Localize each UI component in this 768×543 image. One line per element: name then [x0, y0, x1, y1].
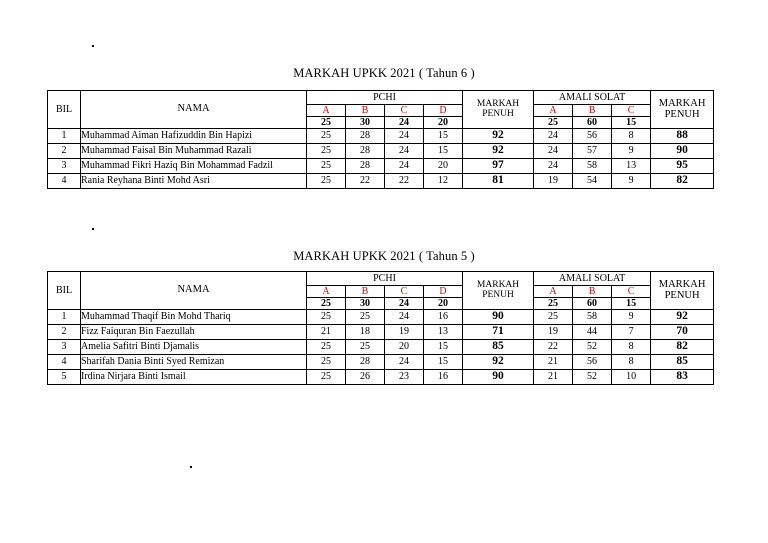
- pchi-score-cell: 24: [385, 129, 424, 144]
- bil-cell: 2: [48, 325, 81, 340]
- amali-subcolumn: C: [612, 286, 651, 298]
- table-row: [48, 370, 714, 385]
- student-name-cell: Muhammad Fikri Haziq Bin Mohammad Fadzil: [81, 159, 307, 174]
- table-row: [48, 129, 714, 144]
- amali-score-cell: 25: [534, 310, 573, 325]
- amali-total-cell: 90: [651, 144, 714, 159]
- amali-total-cell: 92: [651, 310, 714, 325]
- pchi-total-cell: 90: [463, 370, 534, 385]
- pchi-max-mark: 20: [424, 298, 463, 310]
- pchi-subcolumn: B: [346, 105, 385, 117]
- amali-max-mark: 25: [534, 298, 573, 310]
- amali-score-cell: 21: [534, 370, 573, 385]
- table-row: [48, 355, 714, 370]
- pchi-max-mark: 20: [424, 117, 463, 129]
- amali-score-cell: 8: [612, 355, 651, 370]
- amali-max-mark: 15: [612, 117, 651, 129]
- pchi-subcolumn: D: [424, 105, 463, 117]
- amali-total-cell: 95: [651, 159, 714, 174]
- pchi-total-cell: 97: [463, 159, 534, 174]
- nama-header: NAMA: [81, 91, 307, 129]
- pchi-subcolumn: A: [307, 286, 346, 298]
- pchi-score-cell: 23: [385, 370, 424, 385]
- amali-subcolumn: A: [534, 105, 573, 117]
- bil-cell: 5: [48, 370, 81, 385]
- amali-subcolumn: C: [612, 105, 651, 117]
- amali-subcolumn: A: [534, 286, 573, 298]
- pchi-max-mark: 24: [385, 298, 424, 310]
- pchi-score-cell: 15: [424, 129, 463, 144]
- amali-max-mark: 60: [573, 298, 612, 310]
- pchi-score-cell: 15: [424, 355, 463, 370]
- table-row: [48, 325, 714, 340]
- bil-header: BIL: [48, 272, 81, 310]
- student-name-cell: Irdina Nirjara Binti Ismail: [81, 370, 307, 385]
- amali-score-cell: 54: [573, 174, 612, 189]
- pchi-total-cell: 81: [463, 174, 534, 189]
- pchi-score-cell: 24: [385, 355, 424, 370]
- table-row: [48, 144, 714, 159]
- pchi-score-cell: 22: [346, 174, 385, 189]
- pchi-total-cell: 92: [463, 355, 534, 370]
- table-row: [48, 340, 714, 355]
- nama-header: NAMA: [81, 272, 307, 310]
- pchi-score-cell: 16: [424, 310, 463, 325]
- pchi-max-mark: 25: [307, 298, 346, 310]
- amali-score-cell: 8: [612, 129, 651, 144]
- amali-total-cell: 83: [651, 370, 714, 385]
- pchi-score-cell: 25: [346, 310, 385, 325]
- amali-solat-header: AMALI SOLAT: [534, 272, 651, 286]
- pchi-total-cell: 85: [463, 340, 534, 355]
- pchi-score-cell: 13: [424, 325, 463, 340]
- markah-penuh-header: MARKAH PENUH: [463, 272, 534, 310]
- pchi-subcolumn: C: [385, 105, 424, 117]
- markah-penuh-header: MARKAH PENUH: [651, 272, 714, 310]
- bil-cell: 3: [48, 159, 81, 174]
- amali-score-cell: 58: [573, 159, 612, 174]
- table-row: [48, 174, 714, 189]
- pchi-score-cell: 25: [346, 340, 385, 355]
- amali-score-cell: 44: [573, 325, 612, 340]
- student-name-cell: Sharifah Dania Binti Syed Remizan: [81, 355, 307, 370]
- amali-score-cell: 8: [612, 340, 651, 355]
- amali-score-cell: 9: [612, 174, 651, 189]
- amali-score-cell: 7: [612, 325, 651, 340]
- pchi-score-cell: 28: [346, 129, 385, 144]
- pchi-score-cell: 25: [307, 174, 346, 189]
- marks-table: [47, 90, 714, 189]
- amali-score-cell: 9: [612, 144, 651, 159]
- pchi-score-cell: 28: [346, 159, 385, 174]
- pchi-score-cell: 25: [307, 370, 346, 385]
- bullet-mark: [92, 45, 94, 47]
- bil-cell: 1: [48, 310, 81, 325]
- markah-penuh-header: MARKAH PENUH: [651, 91, 714, 129]
- amali-score-cell: 21: [534, 355, 573, 370]
- pchi-score-cell: 12: [424, 174, 463, 189]
- student-name-cell: Amelia Safitri Binti Djamalis: [81, 340, 307, 355]
- pchi-score-cell: 20: [424, 159, 463, 174]
- student-name-cell: Fizz Faiquran Bin Faezullah: [81, 325, 307, 340]
- pchi-score-cell: 28: [346, 144, 385, 159]
- bil-cell: 4: [48, 174, 81, 189]
- amali-max-mark: 25: [534, 117, 573, 129]
- pchi-header: PCHI: [307, 272, 463, 286]
- pchi-score-cell: 25: [307, 340, 346, 355]
- pchi-score-cell: 16: [424, 370, 463, 385]
- amali-max-mark: 60: [573, 117, 612, 129]
- pchi-score-cell: 28: [346, 355, 385, 370]
- amali-score-cell: 13: [612, 159, 651, 174]
- amali-score-cell: 19: [534, 174, 573, 189]
- amali-score-cell: 9: [612, 310, 651, 325]
- amali-score-cell: 10: [612, 370, 651, 385]
- amali-score-cell: 24: [534, 144, 573, 159]
- amali-score-cell: 19: [534, 325, 573, 340]
- amali-total-cell: 85: [651, 355, 714, 370]
- pchi-max-mark: 30: [346, 117, 385, 129]
- pchi-subcolumn: C: [385, 286, 424, 298]
- student-name-cell: Muhammad Thaqif Bin Mohd Thariq: [81, 310, 307, 325]
- table-row: [48, 159, 714, 174]
- pchi-score-cell: 19: [385, 325, 424, 340]
- pchi-total-cell: 92: [463, 129, 534, 144]
- pchi-score-cell: 25: [307, 144, 346, 159]
- markah-penuh-header: MARKAH PENUH: [463, 91, 534, 129]
- amali-score-cell: 58: [573, 310, 612, 325]
- pchi-total-cell: 71: [463, 325, 534, 340]
- pchi-score-cell: 18: [346, 325, 385, 340]
- student-name-cell: Muhammad Faisal Bin Muhammad Razali: [81, 144, 307, 159]
- bil-cell: 4: [48, 355, 81, 370]
- pchi-score-cell: 24: [385, 159, 424, 174]
- bil-header: BIL: [48, 91, 81, 129]
- amali-subcolumn: B: [573, 105, 612, 117]
- amali-score-cell: 56: [573, 129, 612, 144]
- pchi-score-cell: 25: [307, 159, 346, 174]
- table-title: MARKAH UPKK 2021 ( Tahun 6 ): [293, 66, 475, 80]
- amali-score-cell: 52: [573, 340, 612, 355]
- pchi-score-cell: 24: [385, 310, 424, 325]
- pchi-subcolumn: D: [424, 286, 463, 298]
- pchi-max-mark: 24: [385, 117, 424, 129]
- bil-cell: 3: [48, 340, 81, 355]
- pchi-score-cell: 25: [307, 355, 346, 370]
- bil-cell: 2: [48, 144, 81, 159]
- pchi-total-cell: 90: [463, 310, 534, 325]
- amali-score-cell: 24: [534, 159, 573, 174]
- amali-score-cell: 56: [573, 355, 612, 370]
- pchi-header: PCHI: [307, 91, 463, 105]
- pchi-score-cell: 15: [424, 144, 463, 159]
- pchi-subcolumn: A: [307, 105, 346, 117]
- amali-score-cell: 52: [573, 370, 612, 385]
- header-row: [48, 272, 714, 286]
- amali-score-cell: 57: [573, 144, 612, 159]
- bullet-mark: [190, 466, 192, 468]
- amali-subcolumn: B: [573, 286, 612, 298]
- header-row: [48, 91, 714, 105]
- amali-score-cell: 24: [534, 129, 573, 144]
- student-name-cell: Muhammad Aiman Hafizuddin Bin Hapizi: [81, 129, 307, 144]
- marks-table: [47, 271, 714, 385]
- pchi-score-cell: 25: [307, 129, 346, 144]
- amali-max-mark: 15: [612, 298, 651, 310]
- table-row: [48, 310, 714, 325]
- pchi-max-mark: 25: [307, 117, 346, 129]
- bil-cell: 1: [48, 129, 81, 144]
- amali-solat-header: AMALI SOLAT: [534, 91, 651, 105]
- amali-total-cell: 70: [651, 325, 714, 340]
- amali-total-cell: 82: [651, 340, 714, 355]
- pchi-subcolumn: B: [346, 286, 385, 298]
- pchi-score-cell: 24: [385, 144, 424, 159]
- student-name-cell: Rania Reyhana Binti Mohd Asri: [81, 174, 307, 189]
- amali-total-cell: 88: [651, 129, 714, 144]
- pchi-score-cell: 21: [307, 325, 346, 340]
- table-title: MARKAH UPKK 2021 ( Tahun 5 ): [293, 249, 475, 263]
- pchi-score-cell: 15: [424, 340, 463, 355]
- pchi-max-mark: 30: [346, 298, 385, 310]
- pchi-score-cell: 26: [346, 370, 385, 385]
- pchi-score-cell: 25: [307, 310, 346, 325]
- pchi-total-cell: 92: [463, 144, 534, 159]
- pchi-score-cell: 22: [385, 174, 424, 189]
- amali-score-cell: 22: [534, 340, 573, 355]
- pchi-score-cell: 20: [385, 340, 424, 355]
- amali-total-cell: 82: [651, 174, 714, 189]
- bullet-mark: [92, 228, 94, 230]
